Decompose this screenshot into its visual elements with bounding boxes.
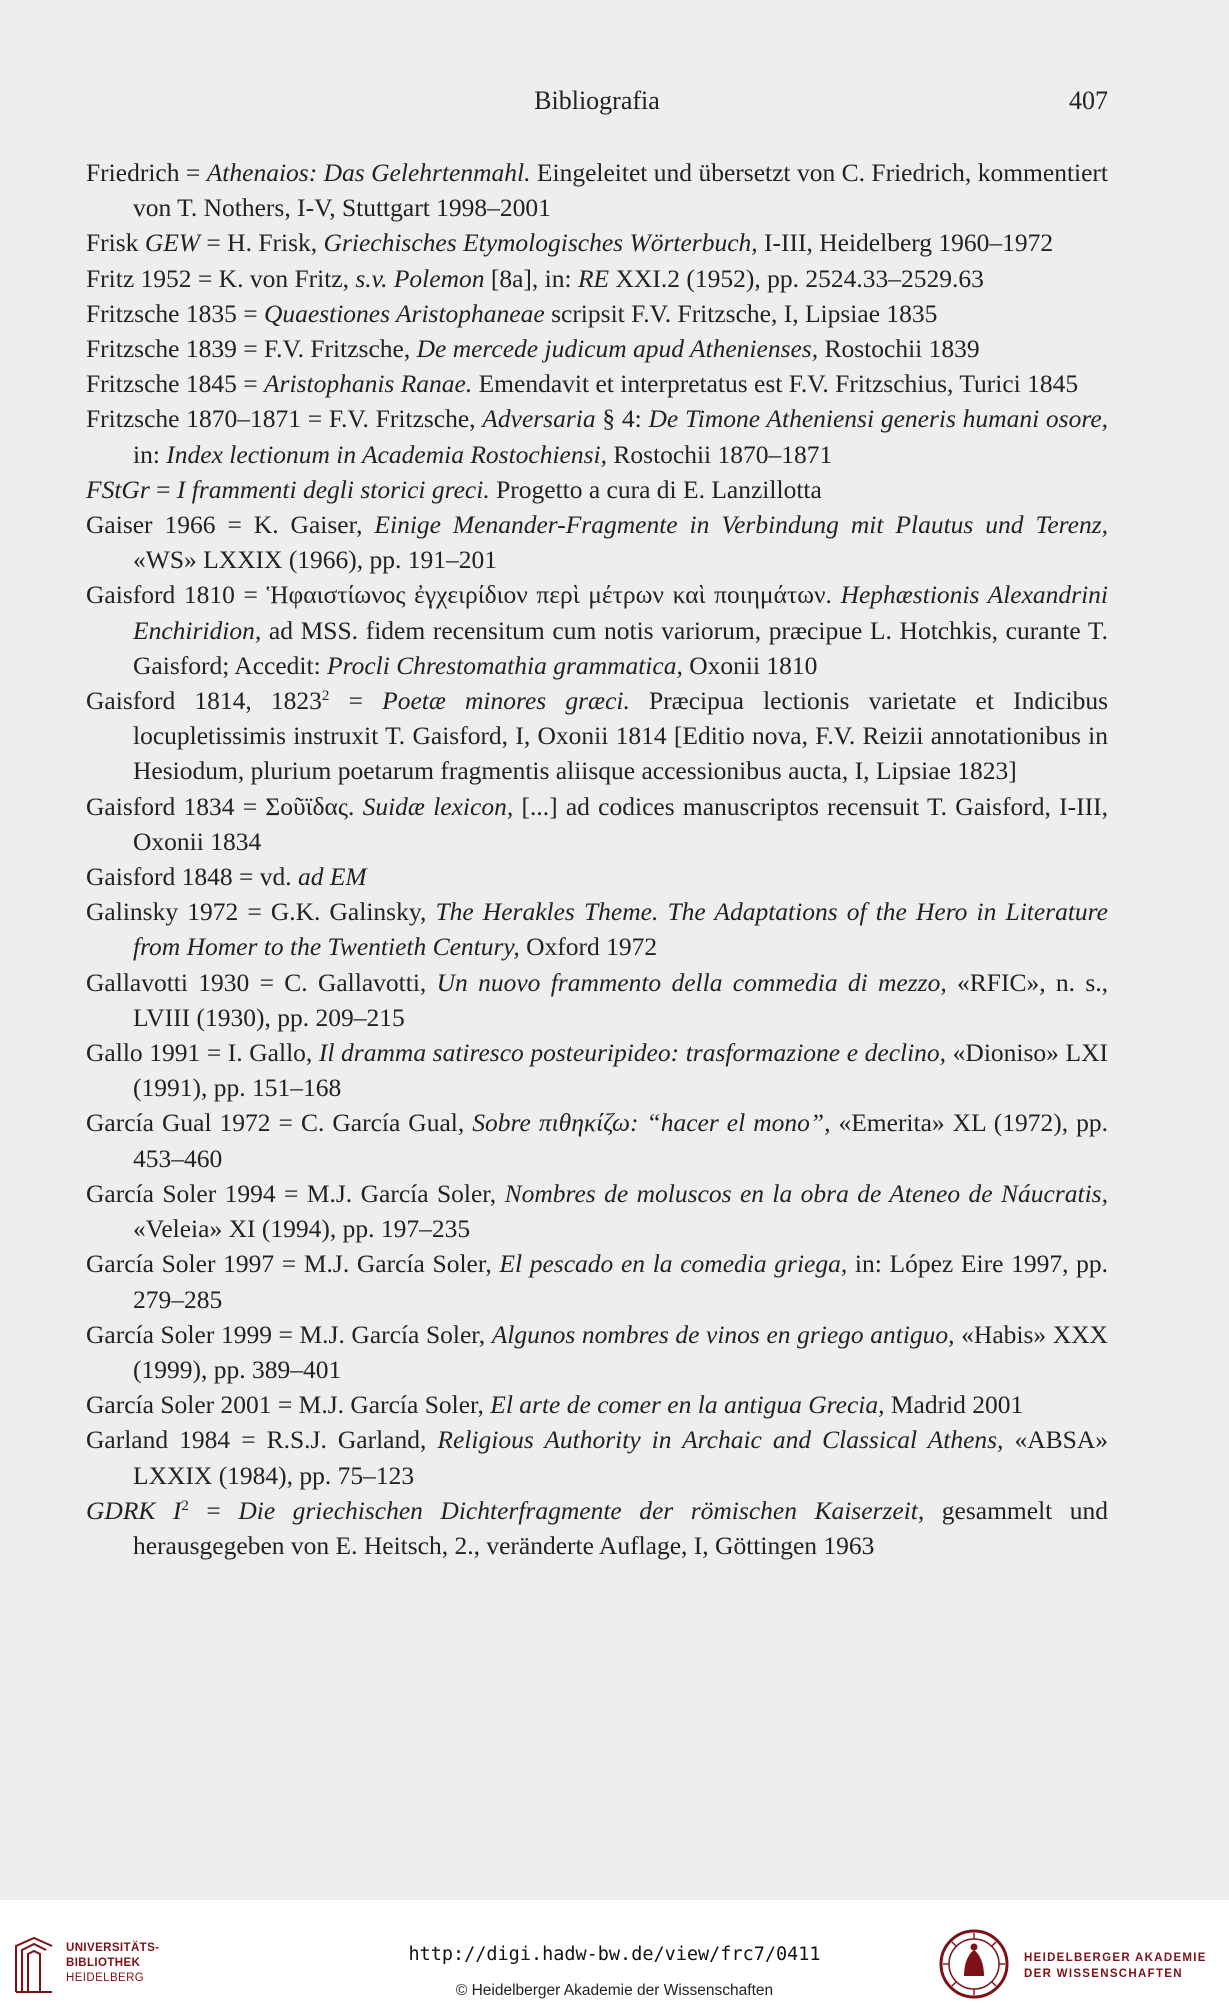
- bibliography-entry: Galinsky 1972 = G.K. Galinsky, The Herakles Theme. The Adaptations of the Hero in Literature from Homer to the Twentieth Century, Oxford 1972: [86, 897, 1108, 962]
- library-name: UNIVERSITÄTS- BIBLIOTHEK HEIDELBERG: [66, 1942, 160, 1984]
- permalink-url[interactable]: http://digi.hadw-bw.de/view/frc7/0411: [408, 1944, 821, 1965]
- bibliography-entry: Frisk GEW = H. Frisk, Griechisches Etymologisches Wörterbuch, I-III, Heidelberg 1960–1972: [86, 228, 1054, 258]
- running-title: Bibliografia: [534, 86, 660, 115]
- bibliography-entry: Fritz 1952 = K. von Fritz, s.v. Polemon [8a], in: RE XXI.2 (1952), pp. 2524.33–2529.63: [86, 263, 984, 293]
- bibliography-entry: Garland 1984 = R.S.J. Garland, Religious Authority in Archaic and Classical Athens, «ABSA» LXXIX (1984), pp. 75–123: [86, 1425, 1108, 1490]
- academy-seal-icon: [938, 1928, 1010, 2000]
- copyright-notice: © Heidelberger Akademie der Wissenschaften: [455, 1982, 774, 1999]
- bibliography-entry: Gaisford 1848 = vd. ad EM: [86, 862, 367, 892]
- bibliography-entry: Gaisford 1810 = Ἡφαιστίωνος ἐγχειρίδιον περὶ μέτρων καὶ ποιημάτων. Hephæstionis Alexandrini Enchiridion, ad MSS. fidem recensitum cum notis variorum, præcipue L. Hotchkis, curante T. Gaisford; Accedit: Procli Chrestomathia grammatica, Oxonii 1810: [86, 580, 1109, 680]
- academy-name: HEIDELBERGER AKADEMIE DER WISSENSCHAFTEN: [1024, 1952, 1207, 1980]
- bibliography-list: [86, 155, 1108, 1563]
- running-header: [86, 86, 1108, 122]
- bibliography-entry: Fritzsche 1839 = F.V. Fritzsche, De mercede judicum apud Athenienses, Rostochii 1839: [86, 334, 980, 364]
- bibliography-entry: García Soler 1997 = M.J. García Soler, El pescado en la comedia griega, in: López Eire 1997, pp. 279–285: [86, 1249, 1108, 1314]
- bibliography-entry: GDRK $I^2$ = Die griechischen Dichterfragmente der römischen Kaiserzeit, gesammelt und herausgegeben von E. Heitsch, 2., veränderte Auflage, I, Göttingen 1963: [86, 1495, 1108, 1560]
- footer-bar: [0, 1900, 1229, 2012]
- bibliography-entry: Friedrich = Athenaios: Das Gelehrtenmahl. Eingeleitet und übersetzt von C. Friedrich, kommentiert von T. Nothers, I-V, Stuttgart 1998–2001: [86, 158, 1109, 223]
- bibliography-entry: Fritzsche 1870–1871 = F.V. Fritzsche, Adversaria § 4: De Timone Atheniensi generis humani osore, in: Index lectionum in Academia Rostochiensi, Rostochii 1870–1871: [86, 404, 1109, 469]
- bibliography-entry: García Soler 2001 = M.J. García Soler, El arte de comer en la antigua Grecia, Madrid 2001: [86, 1390, 1024, 1420]
- bibliography-entry: Gaisford 1814, $1823^2$ = Poetæ minores græci. Præcipua lectionis varietate et Indicibus locupletissimis instruxit T. Gaisford, I, Oxonii 1814 [Editio nova, F.V. Reizii annotationibus in Hesiodum, plurium poetarum fragmentis aliisque accessionibus aucta, I, Lipsiae 1823]: [86, 686, 1109, 786]
- bibliography-entry: Gallavotti 1930 = C. Gallavotti, Un nuovo frammento della commedia di mezzo, «RFIC», n. s., LVIII (1930), pp. 209–215: [86, 967, 1109, 1032]
- bibliography-entry: FStGr = I frammenti degli storici greci. Progetto a cura di E. Lanzillotta: [86, 474, 822, 504]
- bibliography-entry: Gaiser 1966 = K. Gaiser, Einige Menander-Fragmente in Verbindung mit Plautus und Terenz, «WS» LXXIX (1966), pp. 191–201: [86, 510, 1108, 575]
- bibliography-entry: Fritzsche 1845 = Aristophanis Ranae. Emendavit et interpretatus est F.V. Fritzschius, Turici 1845: [86, 369, 1079, 399]
- bibliography-entry: García Soler 1994 = M.J. García Soler, Nombres de moluscos en la obra de Ateneo de Náucratis, «Veleia» XI (1994), pp. 197–235: [86, 1178, 1108, 1244]
- bibliography-entry: Fritzsche 1835 = Quaestiones Aristophaneae scripsit F.V. Fritzsche, I, Lipsiae 1835: [86, 298, 938, 328]
- page-number: 407: [1069, 86, 1108, 115]
- bibliography-entry: García Gual 1972 = C. García Gual, Sobre πιθηκίζω: “hacer el mono”, «Emerita» XL (1972), pp. 453–460: [86, 1108, 1108, 1173]
- bibliography-entry: García Soler 1999 = M.J. García Soler, Algunos nombres de vinos en griego antiguo, «Habis» XXX (1999), pp. 389–401: [86, 1319, 1108, 1384]
- bibliography-entry: Gaisford 1834 = Σοῦϊδας. Suidæ lexicon, [...] ad codices manuscriptos recensuit T. Gaisford, I-III, Oxonii 1834: [86, 791, 1108, 856]
- bibliography-entry: Gallo 1991 = I. Gallo, Il dramma satiresco posteuripideo: trasformazione e declino, «Dioniso» LXI (1991), pp. 151–168: [86, 1038, 1108, 1103]
